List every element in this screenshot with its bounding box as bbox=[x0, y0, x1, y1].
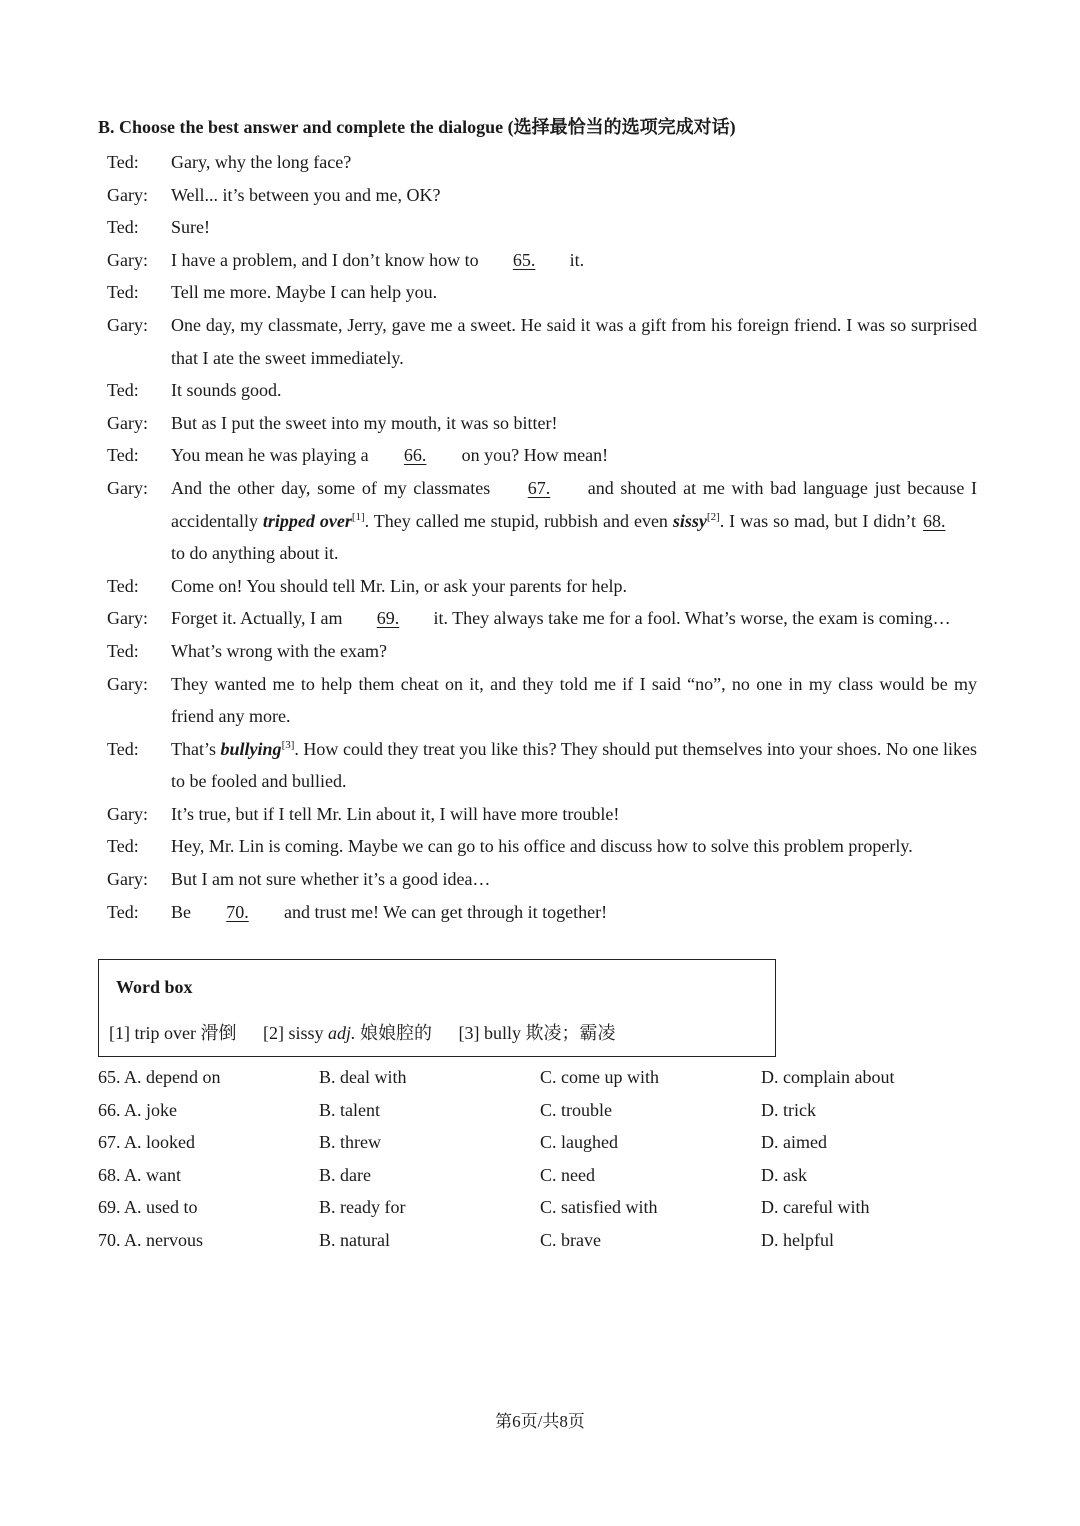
dialogue-line bbox=[107, 668, 977, 733]
speaker: Ted: bbox=[107, 217, 139, 238]
blank-68: 68. bbox=[923, 510, 946, 531]
dialogue-line bbox=[107, 602, 977, 635]
question-number: 66. bbox=[98, 1099, 121, 1120]
option-b: B. ready for bbox=[319, 1197, 406, 1218]
entry-number: [1] bbox=[109, 1023, 130, 1043]
text-segment: it. bbox=[569, 249, 585, 270]
speaker: Gary: bbox=[107, 184, 148, 205]
speaker: Gary: bbox=[107, 608, 148, 629]
option-a-text: A. depend on bbox=[124, 1067, 221, 1087]
line-text: Gary, why the long face? bbox=[171, 152, 352, 172]
blank-70: 70. bbox=[226, 901, 249, 922]
option-a-text: A. used to bbox=[124, 1197, 198, 1218]
option-b: B. threw bbox=[319, 1132, 381, 1153]
option-d: D. aimed bbox=[761, 1132, 827, 1153]
option-a bbox=[98, 1126, 195, 1159]
line-text: But as I put the sweet into my mouth, it was so bitter! bbox=[171, 412, 558, 433]
line-text: Well... it’s between you and me, OK? bbox=[171, 184, 441, 205]
dialogue-line bbox=[107, 863, 977, 896]
option-row bbox=[98, 1159, 978, 1192]
text-segment: and shouted at me with bad language just because I accidentally bbox=[171, 477, 978, 531]
word-box-entries bbox=[109, 1019, 638, 1045]
option-c: C. brave bbox=[540, 1229, 601, 1250]
option-d: D. careful with bbox=[761, 1197, 870, 1218]
line-text: Come on! You should tell Mr. Lin, or ask your parents for help. bbox=[171, 575, 627, 596]
line-text bbox=[171, 472, 977, 570]
speaker: Gary: bbox=[107, 869, 148, 890]
dialogue-line bbox=[107, 146, 977, 179]
dialogue bbox=[107, 146, 977, 928]
question-number: 70. bbox=[98, 1229, 121, 1250]
text-segment: I have a problem, and I don’t know how to bbox=[171, 249, 479, 270]
text-segment: to do anything about it. bbox=[171, 543, 339, 564]
option-a bbox=[98, 1094, 177, 1127]
blank-69: 69. bbox=[376, 608, 400, 629]
speaker: Ted: bbox=[107, 152, 139, 172]
option-row bbox=[98, 1126, 978, 1159]
dialogue-line bbox=[107, 635, 977, 668]
glossed-term: sissy bbox=[672, 510, 707, 531]
option-a-text: A. looked bbox=[124, 1132, 196, 1153]
speaker: Ted: bbox=[107, 445, 139, 466]
text-segment: And the other day, some of my classmates bbox=[171, 477, 491, 498]
line-text: One day, my classmate, Jerry, gave me a sweet. He said it was a gift from his foreign friend. I was so surprised that I ate the sweet immediately. bbox=[171, 314, 977, 368]
text-segment: and trust me! We can get through it together! bbox=[284, 901, 608, 922]
page-number: 第6页/共8页 bbox=[495, 1412, 585, 1431]
text-segment: . I was so mad, but I didn’t bbox=[719, 510, 917, 531]
question-number: 65. bbox=[98, 1067, 121, 1087]
text-segment: You mean he was playing a bbox=[171, 445, 369, 466]
dialogue-line bbox=[107, 211, 977, 244]
footnote-ref: [2] bbox=[706, 510, 720, 523]
text-segment: . They called me stupid, rubbish and even bbox=[364, 510, 668, 531]
option-b: B. natural bbox=[319, 1229, 390, 1250]
entry-meaning: 娘娘腔的 bbox=[360, 1023, 433, 1043]
entry-word: sissy bbox=[288, 1023, 324, 1043]
entry-word: trip over bbox=[134, 1023, 196, 1043]
line-text: Hey, Mr. Lin is coming. Maybe we can go to his office and discuss how to solve this problem properly. bbox=[171, 836, 913, 857]
option-c: C. trouble bbox=[540, 1099, 612, 1120]
line-text bbox=[171, 602, 977, 635]
speaker: Ted: bbox=[107, 901, 139, 922]
speaker: Ted: bbox=[107, 575, 139, 596]
speaker: Gary: bbox=[107, 477, 148, 498]
text-segment: That’s bbox=[171, 738, 216, 759]
entry-number: [3] bbox=[458, 1023, 480, 1043]
option-row bbox=[98, 1061, 978, 1094]
dialogue-line bbox=[107, 733, 977, 798]
dialogue-line bbox=[107, 798, 977, 831]
line-text: It’s true, but if I tell Mr. Lin about it, I will have more trouble! bbox=[171, 803, 620, 824]
text-segment: . How could they treat you like this? They should put themselves into your shoes. No one likes to be fooled and bullied. bbox=[171, 738, 978, 792]
option-row bbox=[98, 1224, 978, 1257]
option-a bbox=[98, 1224, 203, 1257]
entry-pos: adj. bbox=[328, 1023, 356, 1043]
option-d: D. helpful bbox=[761, 1229, 834, 1250]
speaker: Gary: bbox=[107, 673, 148, 694]
option-row bbox=[98, 1094, 978, 1127]
speaker: Ted: bbox=[107, 836, 139, 857]
text-segment: it. They always take me for a fool. What’s worse, the exam is coming… bbox=[433, 608, 951, 629]
question-number: 68. bbox=[98, 1164, 121, 1185]
option-d: D. trick bbox=[761, 1099, 816, 1120]
speaker: Ted: bbox=[107, 282, 139, 303]
answer-options bbox=[98, 1061, 978, 1257]
option-a bbox=[98, 1159, 181, 1192]
option-row bbox=[98, 1191, 978, 1224]
dialogue-line bbox=[107, 830, 977, 863]
line-text: It sounds good. bbox=[171, 380, 282, 401]
blank-65: 65. bbox=[512, 249, 536, 270]
footnote-ref: [1] bbox=[351, 510, 365, 523]
dialogue-line bbox=[107, 309, 977, 374]
dialogue-line bbox=[107, 570, 977, 603]
speaker: Ted: bbox=[107, 640, 139, 661]
entry-number: [2] bbox=[262, 1023, 284, 1043]
section-heading: B. Choose the best answer and complete the dialogue (选择最恰当的选项完成对话) bbox=[98, 117, 736, 137]
speaker: Gary: bbox=[107, 412, 148, 433]
option-d: D. ask bbox=[761, 1164, 807, 1185]
dialogue-line bbox=[107, 374, 977, 407]
entry-meaning: 滑倒 bbox=[200, 1023, 237, 1043]
word-box bbox=[98, 959, 776, 1057]
line-text bbox=[171, 896, 977, 929]
line-text: Sure! bbox=[171, 217, 210, 238]
line-text bbox=[171, 439, 977, 472]
option-c: C. need bbox=[540, 1164, 595, 1185]
dialogue-line bbox=[107, 179, 977, 212]
option-a-text: A. want bbox=[124, 1164, 182, 1185]
line-text bbox=[171, 733, 977, 798]
option-a bbox=[98, 1061, 221, 1094]
option-a-text: A. nervous bbox=[124, 1229, 204, 1250]
dialogue-line bbox=[107, 276, 977, 309]
speaker: Gary: bbox=[107, 314, 148, 335]
footnote-ref: [3] bbox=[281, 738, 295, 751]
dialogue-line bbox=[107, 472, 977, 570]
blank-67: 67. bbox=[527, 477, 551, 498]
entry-word: bully bbox=[484, 1023, 522, 1043]
option-c: C. come up with bbox=[540, 1067, 659, 1087]
option-c: C. laughed bbox=[540, 1132, 618, 1153]
dialogue-line bbox=[107, 407, 977, 440]
option-b: B. talent bbox=[319, 1099, 380, 1120]
dialogue-line bbox=[107, 244, 977, 277]
word-box-entry bbox=[263, 1023, 432, 1043]
word-box-entry bbox=[459, 1023, 616, 1043]
line-text bbox=[171, 244, 977, 277]
option-d: D. complain about bbox=[761, 1067, 895, 1087]
option-a-text: A. joke bbox=[124, 1099, 178, 1120]
text-segment: Be bbox=[171, 901, 191, 922]
glossed-term: tripped over bbox=[262, 510, 352, 531]
glossed-term: bullying bbox=[220, 738, 282, 759]
option-b: B. deal with bbox=[319, 1067, 407, 1087]
dialogue-line bbox=[107, 439, 977, 472]
speaker: Gary: bbox=[107, 249, 148, 270]
speaker: Gary: bbox=[107, 803, 148, 824]
text-segment: Forget it. Actually, I am bbox=[171, 608, 343, 629]
blank-66: 66. bbox=[403, 445, 427, 466]
line-text: They wanted me to help them cheat on it, and they told me if I said “no”, no one in my class would be my friend any more. bbox=[171, 673, 977, 727]
speaker: Ted: bbox=[107, 380, 139, 401]
word-box-title: Word box bbox=[116, 977, 193, 997]
question-number: 67. bbox=[98, 1132, 121, 1153]
dialogue-line bbox=[107, 896, 977, 929]
option-c: C. satisfied with bbox=[540, 1197, 658, 1218]
option-b: B. dare bbox=[319, 1164, 371, 1185]
line-text: Tell me more. Maybe I can help you. bbox=[171, 282, 438, 303]
speaker: Ted: bbox=[107, 738, 139, 759]
word-box-entry bbox=[109, 1023, 236, 1043]
entry-meaning: 欺凌；霸凌 bbox=[525, 1023, 616, 1043]
line-text: But I am not sure whether it’s a good idea… bbox=[171, 869, 491, 890]
question-number: 69. bbox=[98, 1197, 121, 1218]
option-a bbox=[98, 1191, 198, 1224]
line-text: What’s wrong with the exam? bbox=[171, 640, 387, 661]
text-segment: on you? How mean! bbox=[461, 445, 609, 466]
